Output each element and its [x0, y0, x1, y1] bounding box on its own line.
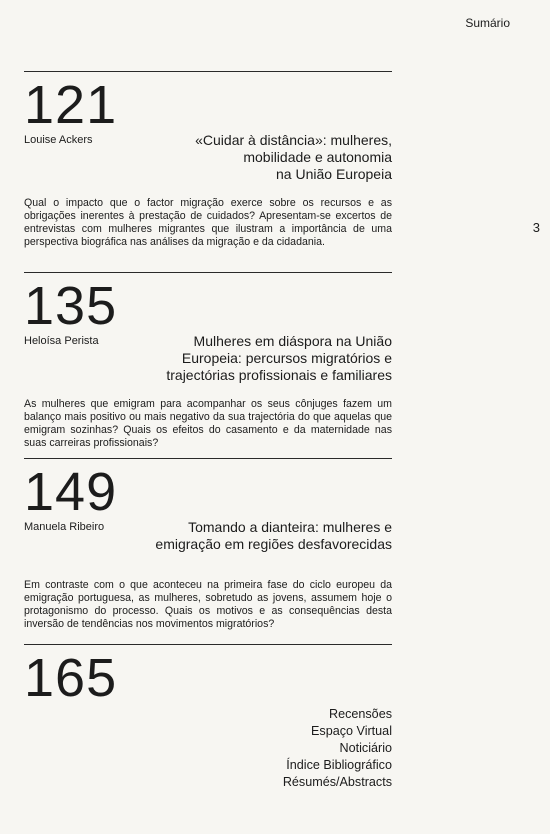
divider — [24, 71, 392, 72]
entry-header — [24, 333, 392, 384]
section-item-indice-bibliografico[interactable]: Índice Bibliográfico — [286, 758, 392, 772]
section-item-resumes-abstracts[interactable]: Résumés/Abstracts — [282, 775, 392, 789]
entry-header — [24, 519, 392, 553]
section-item-noticiario[interactable]: Noticiário — [339, 741, 392, 755]
article-title[interactable] — [154, 333, 392, 384]
divider — [24, 644, 392, 645]
section-header: Sumário — [465, 16, 510, 30]
page-ref-number[interactable]: 135 — [24, 276, 118, 336]
divider — [24, 272, 392, 273]
page-number: 3 — [532, 220, 540, 235]
divider — [24, 458, 392, 459]
article-abstract: Em contraste com o que aconteceu na primeira fase do ciclo europeu da emigração portuguesa, as mulheres, sobretudo as jovens, assumem hoje o protagonismo do processo. Quais os motivos e as consequências desta inversão de tendências nos movimentos migratórios? — [24, 579, 392, 630]
page-ref-number[interactable]: 165 — [24, 648, 118, 708]
article-title[interactable] — [154, 132, 392, 183]
title-line: mobilidade e autonomia — [243, 149, 392, 165]
title-line: Mulheres em diáspora na União — [193, 333, 392, 349]
toc-entry-121 — [24, 71, 392, 249]
title-line: emigração em regiões desfavorecidas — [155, 536, 392, 552]
author-name: Manuela Ribeiro — [24, 521, 105, 533]
toc-entry-165 — [24, 644, 392, 708]
entry-header — [24, 132, 392, 183]
section-item-recensoes[interactable]: Recensões — [328, 707, 392, 721]
toc-entry-149 — [24, 458, 392, 631]
title-line: Europeia: percursos migratórios e — [181, 350, 392, 366]
page-ref-number[interactable]: 121 — [24, 75, 118, 135]
title-line: Tomando a dianteira: mulheres e — [188, 519, 392, 535]
page-ref-number[interactable]: 149 — [24, 462, 118, 522]
title-line: na União Europeia — [276, 166, 392, 182]
section-item-espaco-virtual[interactable]: Espaço Virtual — [311, 724, 392, 738]
article-abstract: As mulheres que emigram para acompanhar os seus cônjuges fazem um balanço mais positivo ou mais negativo da sua trajectória do que aquelas que emigram sozinhas? Quais os efeitos do casamento e da maternidade nas suas carreiras profissionais? — [24, 398, 392, 449]
section-list — [283, 706, 392, 791]
title-line: «Cuidar à distância»: mulheres, — [195, 132, 392, 148]
toc-entry-135 — [24, 272, 392, 450]
article-title[interactable] — [154, 519, 392, 553]
article-abstract: Qual o impacto que o factor migração exerce sobre os recursos e as obrigações inerentes à prestação de cuidados? Apresentam-se excertos de entrevistas com mulheres migrantes que ilustram a importância de uma perspectiva biográfica nas análises da migração e da cidadania. — [24, 197, 392, 248]
author-name: Heloísa Perista — [24, 335, 99, 347]
author-name: Louise Ackers — [24, 134, 93, 146]
title-line: trajectórias profissionais e familiares — [166, 367, 392, 383]
